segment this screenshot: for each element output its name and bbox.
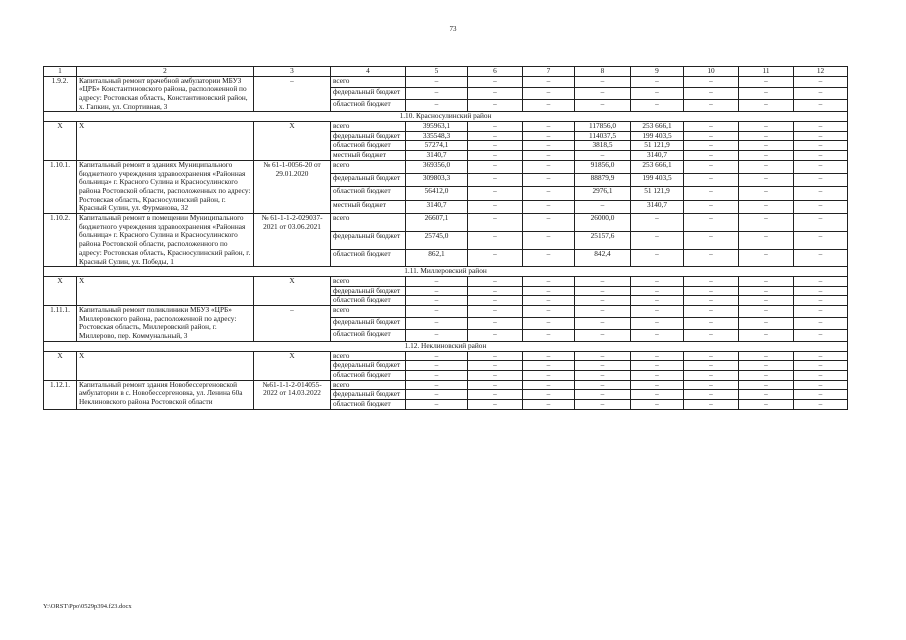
funding-value: – <box>684 88 739 100</box>
funding-value: 114037,5 <box>575 131 631 141</box>
funding-value: – <box>739 160 794 173</box>
expertise-document: – <box>254 306 331 342</box>
funding-value: – <box>523 174 575 187</box>
funding-value: – <box>523 122 575 132</box>
funding-value: 3140,7 <box>631 151 684 161</box>
funding-value: – <box>739 174 794 187</box>
funding-value: – <box>406 296 468 306</box>
funding-value: – <box>794 390 848 400</box>
column-header: 3 <box>254 67 331 77</box>
funding-value: – <box>575 380 631 390</box>
funding-value: – <box>468 187 523 200</box>
funding-value: – <box>523 361 575 371</box>
funding-value: – <box>523 306 575 318</box>
funding-value: – <box>739 351 794 361</box>
funding-value: – <box>406 286 468 296</box>
row-number: Х <box>44 122 77 161</box>
funding-value: – <box>523 214 575 232</box>
funding-value: – <box>523 286 575 296</box>
funding-value: – <box>468 231 523 249</box>
funding-value: – <box>794 76 848 88</box>
funding-value: – <box>406 88 468 100</box>
expertise-document: – <box>254 76 331 112</box>
funding-source-label: областной бюджет <box>331 100 406 112</box>
funding-source-label: всего <box>331 214 406 232</box>
funding-value: – <box>739 380 794 390</box>
funding-value: 51 121,9 <box>631 141 684 151</box>
funding-value: – <box>794 351 848 361</box>
funding-value: – <box>794 318 848 330</box>
funding-value: – <box>739 100 794 112</box>
funding-value: – <box>794 371 848 381</box>
funding-source-label: федеральный бюджет <box>331 318 406 330</box>
funding-value: – <box>684 160 739 173</box>
funding-value: – <box>684 351 739 361</box>
column-header: 4 <box>331 67 406 77</box>
funding-value: – <box>523 200 575 213</box>
funding-value: – <box>739 131 794 141</box>
funding-value: – <box>739 214 794 232</box>
funding-value: – <box>468 371 523 381</box>
funding-value: – <box>575 306 631 318</box>
funding-source-label: местный бюджет <box>331 200 406 213</box>
funding-value: – <box>523 231 575 249</box>
funding-value: – <box>794 88 848 100</box>
funding-source-label: областной бюджет <box>331 400 406 410</box>
funding-value: – <box>523 100 575 112</box>
funding-value: – <box>523 400 575 410</box>
funding-value: 26607,1 <box>406 214 468 232</box>
funding-value: – <box>406 276 468 286</box>
funding-value: – <box>794 400 848 410</box>
funding-value: – <box>794 100 848 112</box>
funding-value: – <box>739 286 794 296</box>
funding-value: – <box>468 174 523 187</box>
funding-value: – <box>523 76 575 88</box>
funding-value: – <box>575 371 631 381</box>
funding-source-label: федеральный бюджет <box>331 390 406 400</box>
funding-value: 56412,0 <box>406 187 468 200</box>
funding-value: – <box>406 390 468 400</box>
funding-value: – <box>631 400 684 410</box>
funding-source-label: всего <box>331 276 406 286</box>
funding-value: – <box>739 141 794 151</box>
funding-value: – <box>631 249 684 267</box>
funding-value: – <box>631 361 684 371</box>
funding-value: – <box>468 390 523 400</box>
funding-value: – <box>575 318 631 330</box>
funding-source-label: всего <box>331 160 406 173</box>
funding-value: 199 403,5 <box>631 131 684 141</box>
row-number: 1.9.2. <box>44 76 77 112</box>
funding-value: – <box>684 400 739 410</box>
funding-value: – <box>739 306 794 318</box>
funding-value: – <box>631 351 684 361</box>
funding-value: – <box>468 380 523 390</box>
object-name: Х <box>77 122 254 161</box>
funding-value: – <box>739 296 794 306</box>
funding-value: – <box>468 306 523 318</box>
object-name: Капитальный ремонт поликлиники МБУЗ «ЦРБ» Миллеровского района, расположенной по адресу: Ростовская область, Миллеровский район, г. Миллерово, пер. Коммунальный, 3 <box>77 306 254 342</box>
funding-value: – <box>575 329 631 341</box>
funding-value: – <box>794 141 848 151</box>
funding-value: – <box>739 361 794 371</box>
funding-value: – <box>523 141 575 151</box>
funding-value: – <box>684 390 739 400</box>
section-title-row <box>44 267 848 277</box>
funding-source-label: федеральный бюджет <box>331 88 406 100</box>
funding-value: – <box>468 151 523 161</box>
funding-value: – <box>523 318 575 330</box>
expertise-document: № 61-1-1-2-029037-2021 от 03.06.2021 <box>254 214 331 267</box>
funding-value: – <box>684 200 739 213</box>
funding-value: 199 403,5 <box>631 174 684 187</box>
funding-value: – <box>575 286 631 296</box>
funding-value: – <box>468 318 523 330</box>
funding-value: – <box>631 276 684 286</box>
funding-value: – <box>631 296 684 306</box>
column-header: 11 <box>739 67 794 77</box>
funding-value: – <box>523 131 575 141</box>
funding-value: – <box>575 200 631 213</box>
funding-value: – <box>575 276 631 286</box>
funding-value: – <box>523 380 575 390</box>
funding-value: – <box>575 151 631 161</box>
funding-source-label: областной бюджет <box>331 329 406 341</box>
column-header: 1 <box>44 67 77 77</box>
table-row <box>44 76 848 88</box>
funding-value: – <box>684 306 739 318</box>
object-name: Капитальный ремонт в помещении Муниципального бюджетного учреждения здравоохранения «Районная больница» г. Красного Сулина и Красносулинского района Ростовской области, расположенного по адресу: Ростовская область, Красносулинский район, г. Красный Сулин, ул. Победы, 1 <box>77 214 254 267</box>
funding-value: – <box>575 88 631 100</box>
funding-value: – <box>739 88 794 100</box>
funding-value: – <box>794 249 848 267</box>
funding-value: 2976,1 <box>575 187 631 200</box>
funding-value: – <box>575 100 631 112</box>
funding-value: – <box>631 286 684 296</box>
funding-source-label: всего <box>331 122 406 132</box>
funding-value: – <box>523 276 575 286</box>
funding-value: – <box>575 390 631 400</box>
funding-value: – <box>468 400 523 410</box>
funding-value: – <box>794 151 848 161</box>
funding-value: – <box>684 296 739 306</box>
funding-value: – <box>684 174 739 187</box>
table-row <box>44 214 848 232</box>
funding-value: – <box>468 122 523 132</box>
funding-value: 335548,3 <box>406 131 468 141</box>
funding-value: – <box>684 141 739 151</box>
funding-value: – <box>794 174 848 187</box>
object-name: Х <box>77 351 254 380</box>
funding-value: 253 666,1 <box>631 160 684 173</box>
funding-value: – <box>739 249 794 267</box>
funding-value: 369356,0 <box>406 160 468 173</box>
row-number: 1.10.2. <box>44 214 77 267</box>
funding-value: – <box>684 122 739 132</box>
funding-value: – <box>468 76 523 88</box>
object-name: Капитальный ремонт в зданиях Муниципального бюджетного учреждения здравоохранения «Районная больница» г. Красного Сулина и Красносулинского района Ростовской области, расположенных по адресу: Ростовская область, Красносулинский район, г. Красный Сулин, ул. Фурманова, 32 <box>77 160 254 213</box>
funding-value: – <box>631 76 684 88</box>
funding-value: 253 666,1 <box>631 122 684 132</box>
funding-value: – <box>631 318 684 330</box>
object-name: Капитальный ремонт здания Новобессергеновской амбулатории в с. Новобессергеновка, ул. Ленина 60а Неклиновского района Ростовской области <box>77 380 254 409</box>
column-header: 10 <box>684 67 739 77</box>
funding-value: – <box>468 286 523 296</box>
funding-value: – <box>468 296 523 306</box>
funding-value: – <box>406 329 468 341</box>
funding-value: – <box>631 100 684 112</box>
expertise-document: Х <box>254 351 331 380</box>
funding-value: – <box>575 351 631 361</box>
funding-value: – <box>468 88 523 100</box>
table-row <box>44 122 848 132</box>
funding-source-label: областной бюджет <box>331 141 406 151</box>
funding-value: – <box>523 151 575 161</box>
row-number: Х <box>44 276 77 305</box>
object-name: Х <box>77 276 254 305</box>
funding-value: – <box>794 286 848 296</box>
page-number: 73 <box>449 25 457 33</box>
funding-value: – <box>794 231 848 249</box>
funding-value: – <box>575 76 631 88</box>
funding-value: – <box>523 351 575 361</box>
funding-value: 88879,9 <box>575 174 631 187</box>
expertise-document: № 61-1-0056-20 от 29.01.2020 <box>254 160 331 213</box>
funding-source-label: федеральный бюджет <box>331 231 406 249</box>
funding-source-label: местный бюджет <box>331 151 406 161</box>
funding-value: – <box>631 390 684 400</box>
funding-value: – <box>739 329 794 341</box>
funding-value: 842,4 <box>575 249 631 267</box>
funding-value: – <box>575 361 631 371</box>
funding-source-label: федеральный бюджет <box>331 286 406 296</box>
section-title-row <box>44 341 848 351</box>
funding-value: – <box>468 100 523 112</box>
funding-value: 3140,7 <box>631 200 684 213</box>
funding-source-label: всего <box>331 306 406 318</box>
funding-value: – <box>406 306 468 318</box>
funding-source-label: всего <box>331 380 406 390</box>
funding-value: – <box>631 306 684 318</box>
funding-source-label: областной бюджет <box>331 249 406 267</box>
funding-value: – <box>739 76 794 88</box>
object-name: Капитальный ремонт врачебной амбулатории МБУЗ «ЦРБ» Константиновского района, расположенной по адресу: Ростовская область, Константиновский район, х. Гапкин, ул. Спортивная, 3 <box>77 76 254 112</box>
funding-value: – <box>684 286 739 296</box>
funding-value: – <box>739 187 794 200</box>
funding-value: – <box>468 141 523 151</box>
funding-value: – <box>631 371 684 381</box>
funding-value: – <box>406 380 468 390</box>
expertise-document: Х <box>254 276 331 305</box>
funding-value: 25745,0 <box>406 231 468 249</box>
expertise-document: №61-1-1-2-014055-2022 от 14.03.2022 <box>254 380 331 409</box>
funding-value: – <box>631 329 684 341</box>
funding-source-label: областной бюджет <box>331 296 406 306</box>
funding-value: 91856,0 <box>575 160 631 173</box>
row-number: 1.11.1. <box>44 306 77 342</box>
funding-value: – <box>739 400 794 410</box>
funding-value: – <box>523 329 575 341</box>
expertise-document: Х <box>254 122 331 161</box>
funding-value: – <box>684 249 739 267</box>
funding-value: – <box>739 231 794 249</box>
section-title: 1.10. Красносулинский район <box>44 112 848 122</box>
funding-value: – <box>794 200 848 213</box>
funding-value: – <box>684 276 739 286</box>
funding-value: – <box>631 231 684 249</box>
funding-value: 3818,5 <box>575 141 631 151</box>
funding-value: – <box>794 380 848 390</box>
table-body <box>44 67 848 410</box>
funding-value: – <box>523 88 575 100</box>
section-title-row <box>44 112 848 122</box>
funding-value: – <box>631 380 684 390</box>
budget-table <box>43 66 848 410</box>
header-row <box>44 67 848 77</box>
funding-value: – <box>684 329 739 341</box>
table-row <box>44 380 848 390</box>
funding-value: 57274,1 <box>406 141 468 151</box>
funding-value: – <box>631 214 684 232</box>
funding-value: – <box>575 296 631 306</box>
funding-value: – <box>739 200 794 213</box>
funding-value: – <box>468 131 523 141</box>
funding-value: – <box>739 390 794 400</box>
table-row <box>44 306 848 318</box>
funding-value: – <box>794 306 848 318</box>
funding-value: 117856,0 <box>575 122 631 132</box>
funding-value: – <box>794 160 848 173</box>
column-header: 6 <box>468 67 523 77</box>
funding-value: – <box>406 351 468 361</box>
funding-source-label: всего <box>331 351 406 361</box>
row-number: 1.10.1. <box>44 160 77 213</box>
section-title: 1.12. Неклиновский район <box>44 341 848 351</box>
funding-value: 51 121,9 <box>631 187 684 200</box>
funding-source-label: областной бюджет <box>331 371 406 381</box>
funding-source-label: федеральный бюджет <box>331 174 406 187</box>
funding-value: – <box>523 187 575 200</box>
funding-value: – <box>406 371 468 381</box>
funding-value: – <box>684 231 739 249</box>
funding-value: – <box>739 318 794 330</box>
funding-value: – <box>468 276 523 286</box>
funding-source-label: всего <box>331 76 406 88</box>
funding-value: – <box>794 296 848 306</box>
funding-value: – <box>684 361 739 371</box>
funding-value: – <box>684 131 739 141</box>
table-row <box>44 160 848 173</box>
funding-value: – <box>468 200 523 213</box>
funding-value: – <box>739 276 794 286</box>
funding-value: – <box>468 329 523 341</box>
funding-value: – <box>684 187 739 200</box>
funding-value: – <box>406 361 468 371</box>
funding-value: – <box>406 318 468 330</box>
funding-value: 25157,6 <box>575 231 631 249</box>
funding-value: – <box>523 249 575 267</box>
funding-value: – <box>631 88 684 100</box>
funding-value: 395963,1 <box>406 122 468 132</box>
column-header: 5 <box>406 67 468 77</box>
funding-value: – <box>406 400 468 410</box>
column-header: 9 <box>631 67 684 77</box>
column-header: 2 <box>77 67 254 77</box>
funding-value: – <box>523 296 575 306</box>
funding-source-label: федеральный бюджет <box>331 131 406 141</box>
funding-value: – <box>684 76 739 88</box>
funding-value: – <box>794 122 848 132</box>
funding-source-label: федеральный бюджет <box>331 361 406 371</box>
funding-value: – <box>406 76 468 88</box>
funding-value: – <box>684 214 739 232</box>
funding-value: – <box>523 371 575 381</box>
column-header: 12 <box>794 67 848 77</box>
funding-value: – <box>468 160 523 173</box>
funding-value: – <box>468 361 523 371</box>
funding-value: – <box>794 329 848 341</box>
table-row <box>44 351 848 361</box>
funding-value: – <box>468 214 523 232</box>
funding-value: – <box>468 351 523 361</box>
funding-value: – <box>794 214 848 232</box>
funding-value: – <box>684 371 739 381</box>
funding-value: – <box>739 151 794 161</box>
footer-file-path: Y:\ORST\Ppo\0529p394.f23.docx <box>43 603 132 610</box>
column-header: 7 <box>523 67 575 77</box>
funding-value: – <box>406 100 468 112</box>
column-header: 8 <box>575 67 631 77</box>
funding-value: 26000,0 <box>575 214 631 232</box>
funding-value: – <box>468 249 523 267</box>
funding-value: – <box>523 390 575 400</box>
funding-value: 3140,7 <box>406 151 468 161</box>
row-number: Х <box>44 351 77 380</box>
funding-value: – <box>684 151 739 161</box>
funding-value: – <box>684 380 739 390</box>
funding-value: 862,1 <box>406 249 468 267</box>
table-row <box>44 276 848 286</box>
funding-value: 3140,7 <box>406 200 468 213</box>
funding-value: 309803,3 <box>406 174 468 187</box>
row-number: 1.12.1. <box>44 380 77 409</box>
section-title: 1.11. Миллеровский район <box>44 267 848 277</box>
funding-value: – <box>794 276 848 286</box>
funding-value: – <box>575 400 631 410</box>
funding-value: – <box>794 361 848 371</box>
funding-value: – <box>523 160 575 173</box>
funding-source-label: областной бюджет <box>331 187 406 200</box>
funding-value: – <box>684 318 739 330</box>
funding-value: – <box>739 371 794 381</box>
funding-value: – <box>684 100 739 112</box>
funding-value: – <box>794 187 848 200</box>
funding-value: – <box>739 122 794 132</box>
funding-value: – <box>794 131 848 141</box>
